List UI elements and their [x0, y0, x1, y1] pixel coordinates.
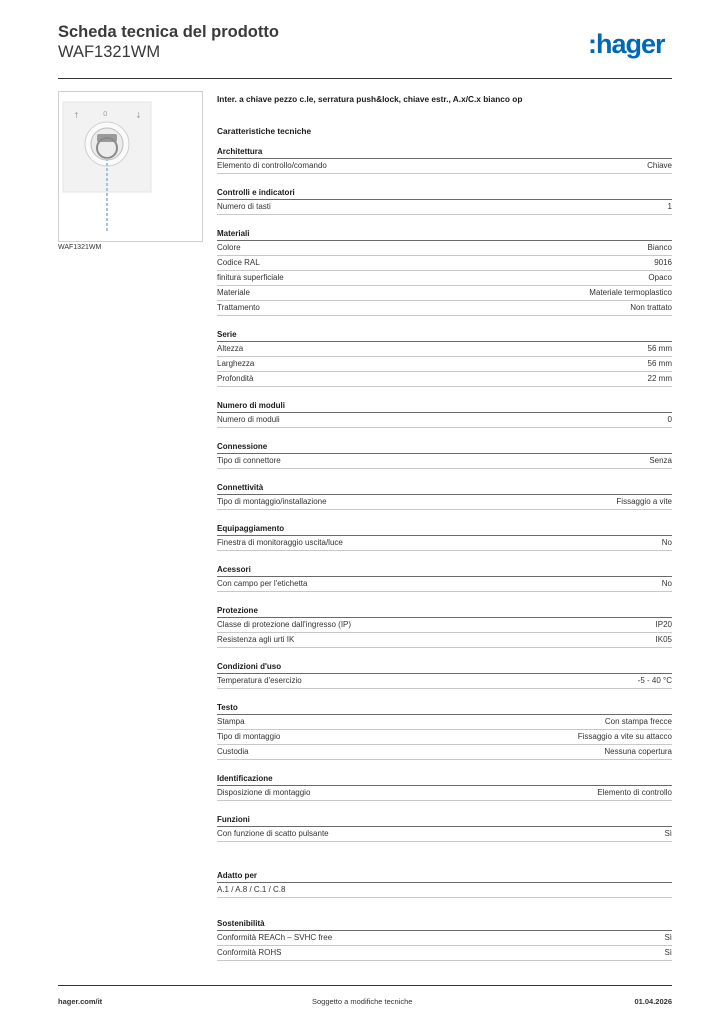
product-code: WAF1321WM	[58, 43, 161, 61]
spec-row	[217, 495, 672, 510]
spec-value: 56 mm	[647, 359, 672, 368]
section-title: Materiali	[217, 226, 672, 241]
spec-row	[217, 633, 672, 648]
spec-row	[217, 745, 672, 760]
spec-label: Trattamento	[217, 303, 260, 312]
spec-section	[217, 603, 672, 648]
spec-section	[217, 771, 672, 801]
spec-value: Materiale termoplastico	[589, 288, 672, 297]
spec-label: Classe di protezione dall'ingresso (IP)	[217, 620, 352, 629]
spec-label: Colore	[217, 243, 241, 252]
spec-section	[217, 439, 672, 469]
spec-row	[217, 286, 672, 301]
hager-logo	[588, 26, 672, 60]
spec-label: Materiale	[217, 288, 250, 297]
spec-label: finitura superficiale	[217, 273, 284, 282]
spec-value: Elemento di controllo	[597, 788, 672, 797]
spec-row	[217, 730, 672, 745]
spec-value: Non trattato	[630, 303, 672, 312]
spec-label: Numero di tasti	[217, 202, 271, 211]
spec-row	[217, 357, 672, 372]
spec-row	[217, 883, 672, 898]
section-title: Condizioni d'uso	[217, 659, 672, 674]
spec-row	[217, 931, 672, 946]
spec-label: Altezza	[217, 344, 244, 353]
spec-row	[217, 256, 672, 271]
section-title: Connessione	[217, 439, 672, 454]
spec-label: Custodia	[217, 747, 249, 756]
spec-value: Chiave	[647, 161, 672, 170]
spec-value: 1	[667, 202, 672, 211]
spec-row	[217, 827, 672, 842]
spec-value: No	[661, 579, 672, 588]
spec-value: -5 - 40 °C	[637, 676, 672, 685]
spec-value: Nessuna copertura	[604, 747, 672, 756]
spec-section	[217, 226, 672, 316]
spec-value: Sì	[664, 948, 672, 957]
spec-row	[217, 342, 672, 357]
spec-row	[217, 618, 672, 633]
product-description: Inter. a chiave pezzo c.le, serratura push&lock, chiave estr., A.x/C.x bianco op	[217, 94, 523, 104]
spec-section	[217, 327, 672, 387]
product-image	[58, 91, 203, 242]
spec-label: Tipo di montaggio/installazione	[217, 497, 327, 506]
section-title: Equipaggiamento	[217, 521, 672, 536]
spec-value: Sì	[664, 933, 672, 942]
spec-value: 0	[667, 415, 672, 424]
section-title: Acessori	[217, 562, 672, 577]
spec-value: Bianco	[647, 243, 672, 252]
spec-row	[217, 200, 672, 215]
key-switch-image	[59, 92, 202, 241]
spec-label: Numero di moduli	[217, 415, 280, 424]
footer-note: Soggetto a modifiche tecniche	[312, 997, 413, 1006]
spec-value: 56 mm	[647, 344, 672, 353]
spec-row	[217, 536, 672, 551]
section-title: Protezione	[217, 603, 672, 618]
spec-label: Finestra di monitoraggio uscita/luce	[217, 538, 343, 547]
spec-row	[217, 413, 672, 428]
page-header	[58, 22, 672, 70]
svg-text:↑: ↑	[73, 111, 80, 120]
spec-section	[217, 480, 672, 510]
section-title: Serie	[217, 327, 672, 342]
spec-value: Sì	[664, 829, 672, 838]
spec-label: Con funzione di scatto pulsante	[217, 829, 329, 838]
section-title: Adatto per	[217, 868, 672, 883]
spec-row	[217, 715, 672, 730]
section-title: Sostenibilità	[217, 916, 672, 931]
spec-sections	[217, 144, 672, 842]
spec-value: IP20	[655, 620, 672, 629]
section-title: Identificazione	[217, 771, 672, 786]
spec-section	[217, 812, 672, 842]
spec-value: 22 mm	[647, 374, 672, 383]
spec-row	[217, 577, 672, 592]
spec-label: Conformità ROHS	[217, 948, 282, 957]
spec-value: No	[661, 538, 672, 547]
spec-label: Larghezza	[217, 359, 255, 368]
spec-label: Disposizione di montaggio	[217, 788, 311, 797]
spec-label: Conformità REACh – SVHC free	[217, 933, 333, 942]
section-title: Funzioni	[217, 812, 672, 827]
spec-row	[217, 946, 672, 961]
footer-divider	[58, 985, 672, 986]
section-title: Architettura	[217, 144, 672, 159]
spec-section	[217, 185, 672, 215]
spec-value: 9016	[654, 258, 672, 267]
spec-section	[217, 700, 672, 760]
footer-date: 01.04.2026	[634, 997, 672, 1006]
spec-label: Stampa	[217, 717, 245, 726]
spec-value: Fissaggio a vite	[616, 497, 672, 506]
spec-value: Con stampa frecce	[604, 717, 672, 726]
spec-value: Fissaggio a vite su attacco	[577, 732, 672, 741]
spec-section	[217, 659, 672, 689]
spec-label: Temperatura d'esercizio	[217, 676, 302, 685]
section-sostenibilita	[217, 916, 672, 961]
page-title: Scheda tecnica del prodotto	[58, 23, 279, 41]
svg-text:↓: ↓	[135, 111, 142, 120]
spec-label: Tipo di montaggio	[217, 732, 281, 741]
spec-row	[217, 241, 672, 256]
spec-section	[217, 521, 672, 551]
spec-row	[217, 454, 672, 469]
section-title: Connettività	[217, 480, 672, 495]
section-title: Numero di moduli	[217, 398, 672, 413]
spec-value: IK05	[655, 635, 672, 644]
spec-label: Con campo per l'etichetta	[217, 579, 308, 588]
spec-row	[217, 159, 672, 174]
header-divider	[58, 78, 672, 79]
footer-website[interactable]: hager.com/it	[58, 997, 103, 1006]
spec-label: Elemento di controllo/comando	[217, 161, 327, 170]
spec-row	[217, 271, 672, 286]
spec-label: Resistenza agli urti IK	[217, 635, 295, 644]
section-adatto-per	[217, 868, 672, 898]
spec-section	[217, 562, 672, 592]
section-title: Controlli e indicatori	[217, 185, 672, 200]
image-caption: WAF1321WM	[58, 244, 102, 251]
spec-section	[217, 398, 672, 428]
spec-row	[217, 301, 672, 316]
spec-row	[217, 786, 672, 801]
svg-text::hager: :hager	[588, 29, 665, 59]
spec-value: Senza	[649, 456, 672, 465]
spec-section	[217, 144, 672, 174]
spec-value: A.1 / A.8 / C.1 / C.8	[217, 885, 286, 894]
spec-label: Tipo di connettore	[217, 456, 281, 465]
spec-row	[217, 674, 672, 689]
spec-content	[217, 92, 672, 972]
spec-label: Codice RAL	[217, 258, 260, 267]
spec-row	[217, 372, 672, 387]
specs-title: Caratteristiche tecniche	[217, 126, 312, 136]
page-footer	[58, 997, 672, 1009]
spec-label: Profondità	[217, 374, 254, 383]
section-title: Testo	[217, 700, 672, 715]
svg-text:0: 0	[103, 110, 108, 118]
spec-value: Opaco	[648, 273, 672, 282]
